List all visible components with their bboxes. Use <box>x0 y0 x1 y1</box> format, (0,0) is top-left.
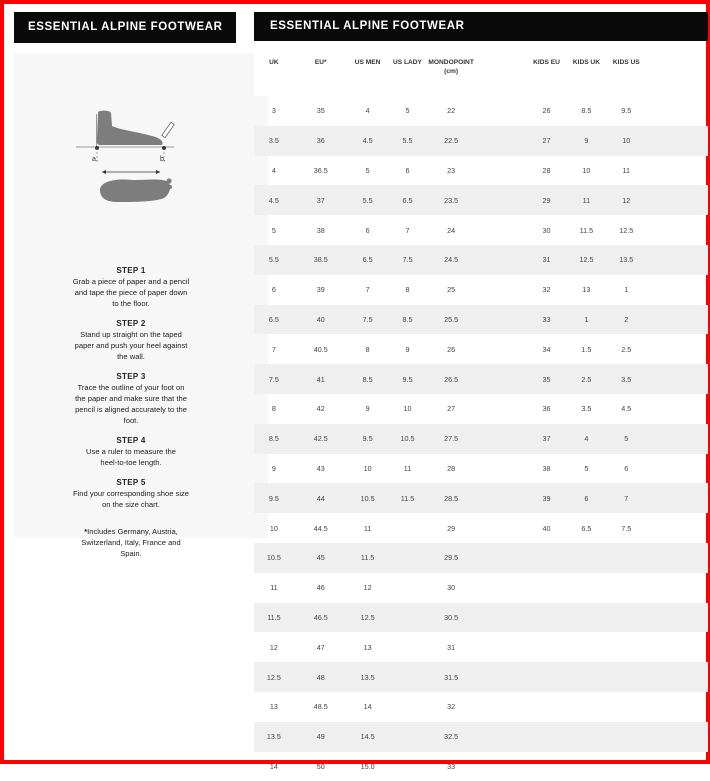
cell-eu: 42.5 <box>294 424 348 454</box>
cell-kids-us: 1 <box>624 285 629 295</box>
cell-kids-us <box>606 722 646 752</box>
table-row <box>254 156 708 186</box>
cell-uk: 5.5 <box>254 245 294 275</box>
cell-kids-eu: 37 <box>527 424 567 454</box>
size-chart-rows <box>254 96 708 781</box>
cell-us-lady <box>388 573 428 603</box>
spacer-cell <box>475 573 527 603</box>
cell-kids-uk: 1.5 <box>581 344 592 354</box>
spacer-cell <box>646 185 708 215</box>
cell-kids-uk: 4 <box>566 424 606 454</box>
table-row <box>254 96 708 126</box>
spacer-cell <box>475 632 527 662</box>
cell-us-lady: 6 <box>405 165 410 175</box>
cell-kids-us: 13.5 <box>606 245 646 275</box>
footprint-icon <box>100 179 170 202</box>
cell-us-men: 9.5 <box>348 424 388 454</box>
cell-us-men: 4 <box>365 106 370 116</box>
spacer-cell <box>646 334 708 364</box>
cell-eu: 37 <box>294 185 348 215</box>
step-2 <box>56 318 206 362</box>
spacer-cell <box>475 752 527 781</box>
cell-us-men: 11.5 <box>348 543 388 573</box>
spacer-cell <box>646 513 708 543</box>
header-kids-us: KIDS US <box>606 50 646 96</box>
cell-uk: 7 <box>271 344 276 354</box>
step-text: Trace the outline of your foot on the paper and make sure that the pencil is aligned accurately to the foot. <box>75 383 187 425</box>
cell-kids-uk: 5 <box>584 463 589 473</box>
cell-us-men: 6 <box>365 225 370 235</box>
cell-us-men: 14 <box>363 702 372 712</box>
cell-us-men: 14.5 <box>348 722 388 752</box>
spacer-cell <box>475 96 527 126</box>
cell-mondopoint: 26.5 <box>427 364 474 394</box>
cell-mondopoint: 24 <box>447 225 456 235</box>
spacer-cell <box>646 543 708 573</box>
cell-kids-us: 11 <box>622 165 631 175</box>
spacer-cell <box>646 245 708 275</box>
cell-us-men: 5 <box>365 165 370 175</box>
cell-us-lady: 10 <box>403 404 412 414</box>
steps-list <box>56 265 206 559</box>
cell-kids-us <box>606 632 646 662</box>
header-us-lady: US LADY <box>388 50 428 96</box>
cell-kids-us <box>606 752 646 781</box>
cell-kids-eu: 34 <box>542 344 551 354</box>
spacer-cell <box>475 305 527 335</box>
cell-eu: 43 <box>316 463 325 473</box>
cell-kids-eu <box>527 662 567 692</box>
cell-eu: 44.5 <box>313 523 328 533</box>
header-mondopoint-label: MONDOPOINT <box>428 59 474 66</box>
cell-kids-eu: 28 <box>542 165 551 175</box>
label-b: b. <box>160 156 166 163</box>
cell-kids-uk: 11.5 <box>579 225 594 235</box>
cell-uk: 4 <box>271 165 276 175</box>
spacer-cell <box>475 424 527 454</box>
spacer-cell <box>646 364 708 394</box>
cell-kids-us: 4.5 <box>621 404 632 414</box>
cell-kids-eu <box>527 692 567 722</box>
cell-mondopoint: 33 <box>447 761 456 771</box>
cell-mondopoint: 32 <box>447 702 456 712</box>
cell-mondopoint: 26 <box>447 344 456 354</box>
cell-mondopoint: 29.5 <box>427 543 474 573</box>
cell-uk: 6 <box>271 285 276 295</box>
cell-us-men: 10 <box>363 463 372 473</box>
cell-us-men: 15.0 <box>360 761 375 771</box>
cell-eu: 41 <box>294 364 348 394</box>
cell-kids-uk: 2.5 <box>566 364 606 394</box>
cell-kids-eu: 30 <box>542 225 551 235</box>
cell-kids-eu: 29 <box>527 185 567 215</box>
cell-kids-us: 12 <box>606 185 646 215</box>
cell-uk: 9 <box>271 463 276 473</box>
instructions-panel <box>10 8 236 764</box>
cell-kids-eu: 32 <box>542 285 551 295</box>
step-title: STEP 3 <box>116 372 146 381</box>
cell-mondopoint: 28 <box>447 463 456 473</box>
cell-eu: 40 <box>294 305 348 335</box>
cell-kids-uk <box>566 603 606 633</box>
cell-eu: 48 <box>294 662 348 692</box>
cell-kids-us <box>606 662 646 692</box>
label-a: a. <box>92 156 98 163</box>
footnote-marker: * <box>84 527 88 536</box>
table-row <box>254 215 708 245</box>
spacer-cell <box>646 126 708 156</box>
cell-kids-uk <box>566 662 606 692</box>
cell-kids-us: 7.5 <box>621 523 632 533</box>
cell-kids-us: 3.5 <box>606 364 646 394</box>
cell-kids-uk: 12.5 <box>566 245 606 275</box>
cell-kids-uk <box>566 752 606 781</box>
spacer-cell <box>646 692 708 722</box>
cell-kids-uk <box>566 573 606 603</box>
cell-eu: 46.5 <box>294 603 348 633</box>
cell-kids-uk: 13 <box>582 285 591 295</box>
cell-us-lady <box>388 722 428 752</box>
cell-kids-uk <box>566 722 606 752</box>
cell-kids-us: 12.5 <box>619 225 634 235</box>
spacer-cell <box>646 752 708 781</box>
cell-us-men: 13 <box>363 642 372 652</box>
cell-mondopoint: 23.5 <box>427 185 474 215</box>
spacer-cell <box>475 245 527 275</box>
size-chart-table <box>254 50 708 781</box>
table-row <box>254 752 708 781</box>
cell-uk: 12 <box>269 642 278 652</box>
cell-us-lady: 8 <box>405 285 410 295</box>
cell-eu: 42 <box>316 404 325 414</box>
step-1 <box>56 265 206 309</box>
spacer-cell <box>475 483 527 513</box>
spacer-cell <box>475 275 527 305</box>
cell-us-lady: 7 <box>405 225 410 235</box>
cell-kids-eu <box>527 722 567 752</box>
cell-us-men: 11 <box>363 523 372 533</box>
wall-line <box>96 114 97 148</box>
cell-kids-uk <box>566 692 606 722</box>
table-row <box>254 185 708 215</box>
cell-kids-us <box>606 573 646 603</box>
spacer-cell <box>646 275 708 305</box>
step-text: Stand up straight on the taped paper and push your heel against the wall. <box>74 330 188 361</box>
table-row <box>254 603 708 633</box>
cell-us-men: 8.5 <box>348 364 388 394</box>
cell-eu: 39 <box>316 285 325 295</box>
table-row <box>254 334 708 364</box>
cell-eu: 38 <box>316 225 325 235</box>
cell-us-lady: 7.5 <box>388 245 428 275</box>
cell-mondopoint: 30 <box>447 583 456 593</box>
spacer-cell <box>475 513 527 543</box>
cell-eu: 38.5 <box>294 245 348 275</box>
table-row <box>254 454 708 484</box>
cell-mondopoint: 32.5 <box>427 722 474 752</box>
cell-kids-uk: 10 <box>582 165 591 175</box>
cell-kids-eu: 27 <box>527 126 567 156</box>
spacer-cell <box>475 692 527 722</box>
cell-mondopoint: 29 <box>447 523 456 533</box>
cell-mondopoint: 30.5 <box>427 603 474 633</box>
cell-uk: 13.5 <box>254 722 294 752</box>
cell-mondopoint: 25.5 <box>427 305 474 335</box>
cell-mondopoint: 28.5 <box>427 483 474 513</box>
cell-mondopoint: 27.5 <box>427 424 474 454</box>
spacer-cell <box>475 364 527 394</box>
cell-eu: 36 <box>294 126 348 156</box>
step-title: STEP 1 <box>116 266 146 275</box>
step-text: Find your corresponding shoe size on the size chart. <box>72 489 190 509</box>
cell-us-lady: 11 <box>403 463 412 473</box>
cell-uk: 3 <box>271 106 276 116</box>
cell-us-lady: 5.5 <box>388 126 428 156</box>
cell-kids-uk <box>566 632 606 662</box>
cell-eu: 35 <box>316 106 325 116</box>
cell-kids-us: 6 <box>624 463 629 473</box>
cell-kids-uk: 1 <box>566 305 606 335</box>
cell-us-lady <box>388 632 428 662</box>
table-row <box>254 275 708 305</box>
table-row <box>254 245 708 275</box>
cell-mondopoint: 31.5 <box>427 662 474 692</box>
table-row <box>254 662 708 692</box>
cell-us-lady: 11.5 <box>388 483 428 513</box>
cell-uk: 3.5 <box>254 126 294 156</box>
spacer-cell <box>646 215 708 245</box>
cell-kids-uk: 6 <box>566 483 606 513</box>
cell-uk: 11 <box>270 583 278 593</box>
cell-kids-uk: 8.5 <box>581 106 592 116</box>
table-row <box>254 305 708 335</box>
table-row <box>254 632 708 662</box>
spacer-cell <box>646 483 708 513</box>
spacer-cell <box>646 305 708 335</box>
cell-kids-us: 9.5 <box>621 106 632 116</box>
cell-eu: 50 <box>316 761 325 771</box>
cell-uk: 8.5 <box>254 424 294 454</box>
cell-kids-eu: 35 <box>527 364 567 394</box>
cell-kids-eu: 40 <box>542 523 551 533</box>
cell-us-lady <box>388 662 428 692</box>
spacer-cell <box>475 543 527 573</box>
spacer-cell <box>646 573 708 603</box>
cell-us-lady: 8.5 <box>388 305 428 335</box>
spacer-cell <box>646 454 708 484</box>
cell-eu: 46 <box>316 583 325 593</box>
cell-kids-uk: 11 <box>566 185 606 215</box>
cell-eu: 49 <box>294 722 348 752</box>
cell-uk: 7.5 <box>254 364 294 394</box>
cell-us-men: 9 <box>365 404 370 414</box>
cell-us-men: 10.5 <box>348 483 388 513</box>
cell-us-lady: 9.5 <box>388 364 428 394</box>
cell-kids-us <box>606 543 646 573</box>
spacer-cell <box>475 662 527 692</box>
header-row <box>254 50 708 96</box>
step-text: Use a ruler to measure the heel-to-toe length. <box>86 447 176 467</box>
cell-us-lady: 5 <box>405 106 410 116</box>
cell-mondopoint: 31 <box>447 642 456 652</box>
cell-uk: 10 <box>269 523 278 533</box>
spacer-cell <box>475 454 527 484</box>
cell-us-lady: 6.5 <box>388 185 428 215</box>
cell-kids-uk: 9 <box>566 126 606 156</box>
cell-eu: 44 <box>294 483 348 513</box>
footnote-text: Includes Germany, Austria, Switzerland, Italy, France and Spain. <box>81 527 181 558</box>
cell-uk: 10.5 <box>254 543 294 573</box>
table-row <box>254 513 708 543</box>
step-5 <box>56 477 206 510</box>
spacer-cell <box>475 722 527 752</box>
cell-kids-us: 7 <box>606 483 646 513</box>
cell-uk: 6.5 <box>254 305 294 335</box>
cell-eu: 36.5 <box>313 165 328 175</box>
header-mondopoint-unit: (cm) <box>444 68 459 75</box>
instructions-body <box>14 53 268 558</box>
cell-eu: 47 <box>316 642 325 652</box>
spacer-cell <box>475 185 527 215</box>
table-row <box>254 424 708 454</box>
header-eu: EU* <box>294 50 348 96</box>
table-row <box>254 394 708 424</box>
cell-uk: 5 <box>271 225 276 235</box>
eu-footnote <box>56 526 206 559</box>
cell-kids-eu <box>527 573 567 603</box>
cell-eu: 40.5 <box>313 344 328 354</box>
spacer-cell <box>646 424 708 454</box>
cell-uk: 12.5 <box>254 662 294 692</box>
side-foot-icon <box>97 111 163 145</box>
cell-us-men: 13.5 <box>348 662 388 692</box>
cell-kids-us: 2.5 <box>621 344 632 354</box>
table-row <box>254 692 708 722</box>
cell-uk: 8 <box>271 404 276 414</box>
cell-kids-us <box>606 603 646 633</box>
cell-mondopoint: 22.5 <box>427 126 474 156</box>
step-3 <box>56 371 206 426</box>
cell-us-lady <box>388 603 428 633</box>
step-title: STEP 2 <box>116 319 146 328</box>
cell-kids-eu: 39 <box>527 483 567 513</box>
cell-uk: 9.5 <box>254 483 294 513</box>
spacer-cell <box>646 96 708 126</box>
cell-us-men: 12 <box>363 583 372 593</box>
table-row <box>254 364 708 394</box>
spacer-cell <box>475 156 527 186</box>
spacer-cell <box>646 632 708 662</box>
header-kids-eu: KIDS EU <box>527 50 567 96</box>
header-kids-uk: KIDS UK <box>566 50 606 96</box>
cell-kids-eu <box>527 543 567 573</box>
cell-us-men: 7 <box>365 285 370 295</box>
cell-us-men: 4.5 <box>348 126 388 156</box>
cell-kids-uk: 6.5 <box>581 523 592 533</box>
cell-eu: 48.5 <box>313 702 328 712</box>
cell-kids-eu <box>527 632 567 662</box>
cell-uk: 14 <box>269 761 278 771</box>
cell-kids-eu: 33 <box>527 305 567 335</box>
cell-kids-uk <box>566 543 606 573</box>
cell-us-men: 7.5 <box>348 305 388 335</box>
header-mondopoint <box>427 50 474 96</box>
header-spacer <box>475 50 527 96</box>
cell-kids-eu: 26 <box>542 106 551 116</box>
cell-kids-us: 10 <box>606 126 646 156</box>
cell-us-lady <box>388 752 428 781</box>
cell-mondopoint: 23 <box>447 165 456 175</box>
cell-kids-us <box>606 692 646 722</box>
pencil-icon <box>162 122 174 137</box>
cell-kids-eu <box>527 603 567 633</box>
cell-uk: 13 <box>269 702 278 712</box>
cell-mondopoint: 22 <box>447 106 456 116</box>
foot-measurement-diagram <box>70 108 190 248</box>
cell-mondopoint: 24.5 <box>427 245 474 275</box>
spacer-cell <box>646 603 708 633</box>
spacer-cell <box>646 662 708 692</box>
cell-mondopoint: 27 <box>447 404 456 414</box>
cell-kids-uk: 3.5 <box>581 404 592 414</box>
cell-us-men: 5.5 <box>348 185 388 215</box>
cell-us-lady: 10.5 <box>388 424 428 454</box>
header-spacer <box>646 50 708 96</box>
header-us-men: US MEN <box>348 50 388 96</box>
cell-mondopoint: 25 <box>447 285 456 295</box>
cell-kids-eu: 36 <box>542 404 551 414</box>
cell-kids-eu <box>527 752 567 781</box>
cell-us-lady <box>388 692 428 722</box>
step-title: STEP 4 <box>116 436 146 445</box>
cell-us-men: 6.5 <box>348 245 388 275</box>
table-row <box>254 483 708 513</box>
size-chart-panel <box>254 12 708 771</box>
size-chart-title: ESSENTIAL ALPINE FOOTWEAR <box>254 12 708 41</box>
spacer-cell <box>646 722 708 752</box>
table-row <box>254 543 708 573</box>
cell-uk: 11.5 <box>254 603 294 633</box>
cell-eu: 45 <box>294 543 348 573</box>
spacer-cell <box>475 215 527 245</box>
step-text: Grab a piece of paper and a pencil and tape the piece of paper down to the floor. <box>72 277 190 308</box>
spacer-cell <box>646 394 708 424</box>
spacer-cell <box>646 156 708 186</box>
instructions-title: ESSENTIAL ALPINE FOOTWEAR <box>14 12 236 43</box>
spacer-cell <box>475 394 527 424</box>
table-row <box>254 722 708 752</box>
step-4 <box>56 435 206 468</box>
spacer-cell <box>475 603 527 633</box>
spacer-cell <box>475 126 527 156</box>
table-row <box>254 573 708 603</box>
cell-kids-eu: 31 <box>527 245 567 275</box>
cell-us-lady: 9 <box>405 344 410 354</box>
cell-us-lady <box>388 543 428 573</box>
step-title: STEP 5 <box>116 478 146 487</box>
header-uk: UK <box>254 50 294 96</box>
cell-kids-eu: 38 <box>542 463 551 473</box>
spacer-cell <box>475 334 527 364</box>
cell-uk: 4.5 <box>254 185 294 215</box>
table-row <box>254 126 708 156</box>
cell-us-lady <box>388 513 428 543</box>
cell-us-men: 12.5 <box>348 603 388 633</box>
cell-kids-us: 2 <box>606 305 646 335</box>
cell-us-men: 8 <box>365 344 370 354</box>
cell-kids-us: 5 <box>606 424 646 454</box>
